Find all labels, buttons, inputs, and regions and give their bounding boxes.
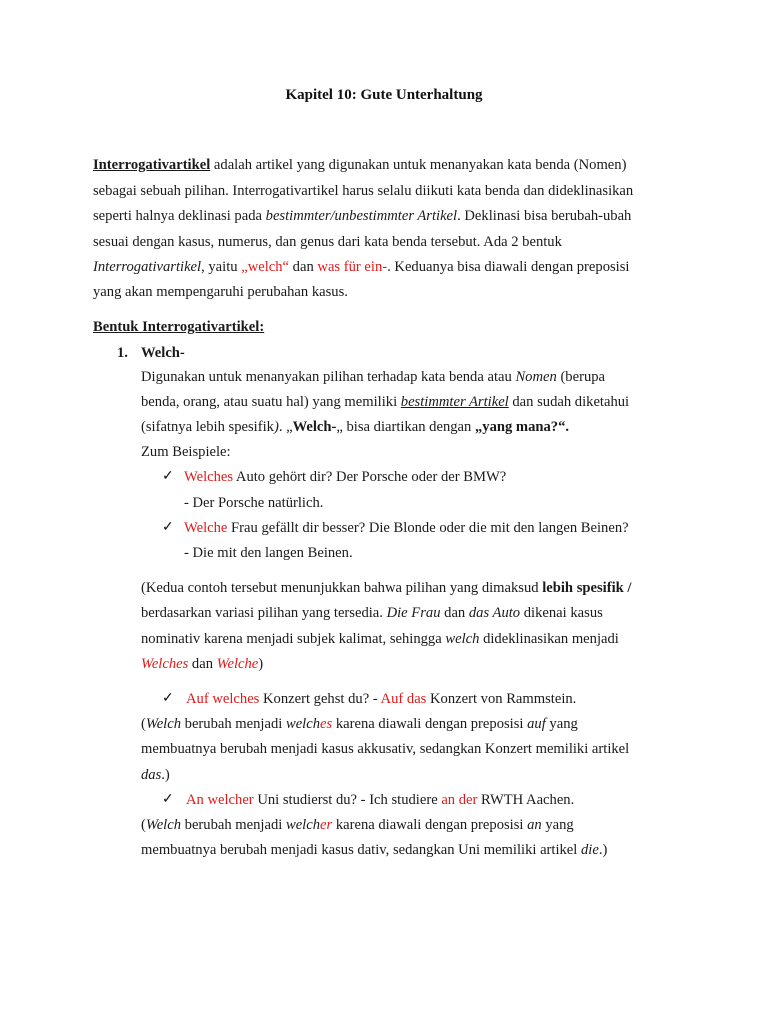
intro-line-4: sesuai dengan kasus, numerus, dan genus dari kata benda tersebut. Ada 2 bentuk bbox=[93, 234, 562, 250]
desc-bold: „yang mana?“. bbox=[474, 419, 570, 435]
check-icon: ✓ bbox=[162, 520, 174, 535]
desc-text: benda, orang, atau suatu hal) yang memiliki bbox=[141, 394, 401, 410]
example-red: Welche bbox=[184, 520, 228, 536]
example-red: Auf das bbox=[380, 691, 427, 707]
section-heading: Bentuk Interrogativartikel: bbox=[93, 319, 265, 335]
note-italic: Welch bbox=[145, 716, 181, 732]
intro-line-6: yang akan mempengaruhi perubahan kasus. bbox=[93, 284, 348, 300]
check-icon: ✓ bbox=[162, 792, 174, 807]
note-text: (Kedua contoh tersebut menunjukkan bahwa pilihan yang dimaksud bbox=[141, 580, 543, 596]
note-text: berubah menjadi bbox=[181, 716, 286, 732]
note-red: Welches bbox=[141, 656, 189, 672]
intro-line-2: sebagai sebuah pilihan. Interrogativartikel harus selalu diikuti kata benda dan dideklinasikan bbox=[93, 183, 634, 199]
note-text: membuatnya berubah menjadi kasus dativ, sedangkan Uni memiliki artikel bbox=[141, 842, 581, 858]
desc-italic: bestimmter Artikel bbox=[400, 394, 509, 410]
example-text: RWTH Aachen. bbox=[477, 792, 575, 808]
note-text: ( bbox=[141, 716, 146, 732]
note-text: berubah menjadi bbox=[181, 817, 286, 833]
note-text: dikenai kasus bbox=[520, 605, 603, 621]
zum-beispiele: Zum Beispiele: bbox=[141, 444, 231, 460]
item-number: 1. bbox=[117, 345, 128, 361]
example-red: an der bbox=[441, 792, 478, 808]
note-italic: welch bbox=[285, 716, 321, 732]
intro-text: , yaitu bbox=[201, 259, 242, 275]
note-red: er bbox=[320, 817, 333, 833]
example-3-note-line-1 bbox=[141, 715, 578, 733]
note-1-line-1 bbox=[141, 579, 631, 597]
example-text: Konzert von Rammstein. bbox=[426, 691, 577, 707]
example-text: Auto gehört dir? Der Porsche oder der BMW? bbox=[233, 469, 507, 485]
intro-text: . Keduanya bisa diawali dengan preposisi bbox=[387, 259, 630, 275]
note-italic: das bbox=[141, 767, 162, 783]
note-text: dan bbox=[188, 656, 217, 672]
note-italic: auf bbox=[527, 716, 546, 732]
example-red: Welches bbox=[184, 469, 234, 485]
note-italic: Die Frau bbox=[386, 605, 441, 621]
intro-text: . Deklinasi bisa berubah-ubah bbox=[457, 208, 632, 224]
example-1 bbox=[184, 468, 506, 486]
note-text: berdasarkan variasi pilihan yang tersedia. bbox=[141, 605, 387, 621]
example-3 bbox=[186, 690, 576, 708]
note-italic: die bbox=[581, 842, 599, 858]
note-text: ( bbox=[141, 817, 146, 833]
note-text: dideklinasikan menjadi bbox=[479, 631, 619, 647]
note-red: es bbox=[320, 716, 333, 732]
example-4 bbox=[186, 791, 574, 809]
note-italic: Welch bbox=[145, 817, 181, 833]
note-text: karena diawali dengan preposisi bbox=[332, 716, 528, 732]
intro-line-1 bbox=[93, 156, 626, 174]
example-text: Frau gefällt dir besser? Die Blonde oder die mit den langen Beinen? bbox=[227, 520, 629, 536]
example-text: Uni studierst du? - Ich studiere bbox=[253, 792, 442, 808]
note-text: dan bbox=[440, 605, 469, 621]
note-text: .) bbox=[598, 842, 608, 858]
note-1-line-3 bbox=[141, 630, 619, 648]
item-heading: Welch- bbox=[141, 345, 185, 361]
example-4-note-line-2 bbox=[141, 841, 607, 859]
example-3-note-line-3 bbox=[141, 766, 170, 784]
example-2 bbox=[184, 519, 629, 537]
desc-text: . „ bbox=[278, 419, 293, 435]
item-desc-line-2 bbox=[141, 393, 629, 411]
note-1-line-2 bbox=[141, 604, 603, 622]
example-red: Auf welches bbox=[186, 691, 260, 707]
desc-italic: ) bbox=[273, 419, 279, 435]
example-2-answer: - Die mit den langen Beinen. bbox=[184, 545, 353, 561]
desc-bold: Welch- bbox=[292, 419, 337, 435]
check-icon: ✓ bbox=[162, 469, 174, 484]
example-3-note-line-2: membuatnya berubah menjadi kasus akkusativ, sedangkan Konzert memiliki artikel bbox=[141, 741, 630, 757]
desc-text: (sifatnya lebih spesifik bbox=[141, 419, 274, 435]
note-italic: welch bbox=[445, 631, 480, 647]
desc-text: (berupa bbox=[556, 369, 606, 385]
intro-term: Interrogativartikel bbox=[93, 157, 211, 173]
note-italic: welch bbox=[285, 817, 321, 833]
note-text: yang bbox=[545, 716, 578, 732]
example-text: Konzert gehst du? - bbox=[259, 691, 381, 707]
note-text: ) bbox=[258, 656, 264, 672]
desc-text: „ bisa diartikan dengan bbox=[336, 419, 475, 435]
note-red: Welche bbox=[216, 656, 259, 672]
item-desc-line-3 bbox=[141, 418, 569, 436]
check-icon: ✓ bbox=[162, 691, 174, 706]
intro-text: seperti halnya deklinasi pada bbox=[93, 208, 266, 224]
desc-text: Digunakan untuk menanyakan pilihan terhadap kata benda atau bbox=[141, 369, 516, 385]
page-title: Kapitel 10: Gute Unterhaltung bbox=[285, 87, 483, 103]
intro-line-3 bbox=[93, 207, 631, 225]
intro-text: dan bbox=[289, 259, 318, 275]
example-4-note-line-1 bbox=[141, 816, 574, 834]
intro-red: was für ein- bbox=[317, 259, 388, 275]
intro-line-5 bbox=[93, 258, 629, 276]
intro-red: „welch“ bbox=[241, 259, 290, 275]
note-text: nominativ karena menjadi subjek kalimat, sehingga bbox=[141, 631, 446, 647]
item-desc-line-1 bbox=[141, 368, 605, 386]
note-bold: lebih spesifik / bbox=[542, 580, 632, 596]
example-red: An welcher bbox=[186, 792, 254, 808]
note-text: yang bbox=[541, 817, 574, 833]
note-text: karena diawali dengan preposisi bbox=[332, 817, 528, 833]
note-italic: an bbox=[527, 817, 542, 833]
note-italic: das Auto bbox=[468, 605, 521, 621]
desc-text: dan sudah diketahui bbox=[508, 394, 630, 410]
intro-italic: bestimmter/unbestimmter Artikel bbox=[265, 208, 458, 224]
note-text: .) bbox=[161, 767, 170, 783]
desc-italic: Nomen bbox=[515, 369, 557, 385]
note-1-line-4 bbox=[141, 655, 263, 673]
intro-text: adalah artikel yang digunakan untuk menanyakan kata benda (Nomen) bbox=[210, 157, 627, 173]
intro-italic: Interrogativartikel bbox=[93, 259, 202, 275]
example-1-answer: - Der Porsche natürlich. bbox=[184, 495, 324, 511]
